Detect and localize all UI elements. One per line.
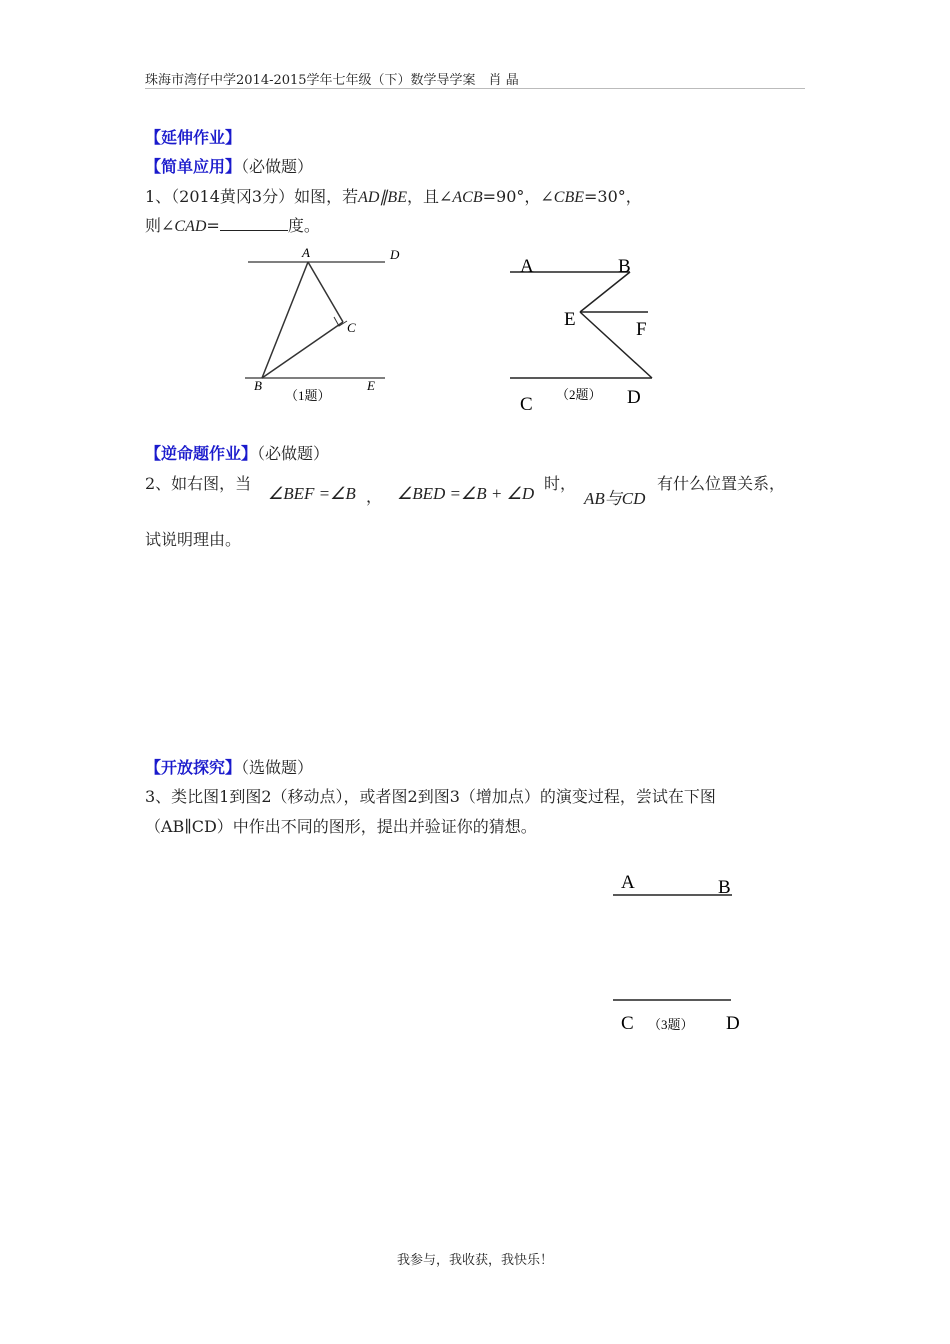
label-d: D (627, 387, 641, 408)
caption-3: （3题） (648, 1017, 694, 1032)
figure-1 (230, 238, 410, 408)
q1-text: =30°， (584, 187, 642, 206)
page-footer: 我参与，我收获，我快乐！ (396, 1253, 553, 1268)
label-b: B (718, 877, 731, 898)
q1-text: = (206, 216, 220, 235)
section-converse-title: 【逆命题作业】 (145, 444, 258, 463)
section-converse-homework (145, 441, 329, 464)
q1-parallel: AD∥BE (358, 189, 407, 206)
q2-question: 有什么位置关系， (657, 474, 786, 493)
question-2-line-2: 试说明理由。 (145, 530, 242, 549)
label-a: A (302, 245, 310, 260)
label-c: C (520, 394, 533, 415)
question-3-line-2: （AB∥CD）中作出不同的图形，提出并验证你的猜想。 (145, 817, 537, 836)
caption-1: （1题） (285, 388, 331, 403)
figure-2 (500, 245, 675, 420)
q2-comma: ， (366, 487, 383, 506)
segment-ac (308, 262, 343, 322)
q1-angle-cad: CAD (174, 218, 207, 235)
figure-3 (600, 862, 760, 1042)
optional-tag: （选做题） (241, 758, 314, 777)
label-c: C (621, 1013, 634, 1034)
label-b: B (254, 378, 262, 393)
label-d: D (726, 1013, 740, 1034)
section-simple-title: 【简单应用】 (145, 157, 242, 176)
q2-when: 时， (544, 474, 577, 493)
question-3-line-1: 3、类比图1到图2（移动点），或者图2到图3（增加点）的演变过程，尝试在下图 (145, 787, 716, 806)
section-simple-application (145, 154, 313, 177)
question-1-line-2 (145, 213, 320, 236)
q1-text: 则∠ (145, 216, 175, 235)
required-tag: （必做题） (241, 157, 314, 176)
section-extension-homework: 【延伸作业】 (145, 128, 242, 147)
q2-condition-2: ∠BED =∠B + ∠D (397, 484, 535, 503)
label-a: A (520, 256, 534, 277)
required-tag: （必做题） (257, 444, 330, 463)
label-a: A (621, 872, 635, 893)
label-c: C (347, 320, 356, 335)
segment-ab (262, 262, 308, 378)
page-header: 珠海市湾仔中学2014-2015学年七年级（下）数学导学案 肖 晶 (145, 73, 519, 88)
q1-text: 度。 (287, 216, 320, 235)
q1-angle-cbe: CBE (553, 189, 585, 206)
q1-text: 1、（2014黄冈3分）如图，若 (145, 187, 359, 206)
q2-ab-cd-text: AB与CD (584, 489, 646, 508)
label-f: F (636, 319, 647, 340)
segment-be (580, 272, 630, 312)
q1-text: =90°，∠ (482, 187, 554, 206)
q2-condition-1: ∠BEF =∠B (268, 484, 356, 503)
caption-2: （2题） (556, 387, 602, 402)
question-1-line-1 (145, 184, 642, 207)
segment-bc (262, 322, 343, 378)
section-open-exploration (145, 755, 313, 778)
answer-blank[interactable] (220, 216, 288, 231)
label-e: E (564, 309, 576, 330)
question-2-line-1 (145, 471, 251, 494)
q2-text: 2、如右图，当 (145, 474, 252, 493)
header-divider (145, 88, 805, 89)
section-open-title: 【开放探究】 (145, 758, 242, 777)
q1-text: ，且∠ (406, 187, 453, 206)
label-e: E (367, 378, 375, 393)
label-d: D (390, 247, 400, 262)
q2-lines-ab-cd (584, 484, 645, 509)
label-b: B (618, 256, 631, 277)
q1-angle-acb: ACB (452, 189, 483, 206)
